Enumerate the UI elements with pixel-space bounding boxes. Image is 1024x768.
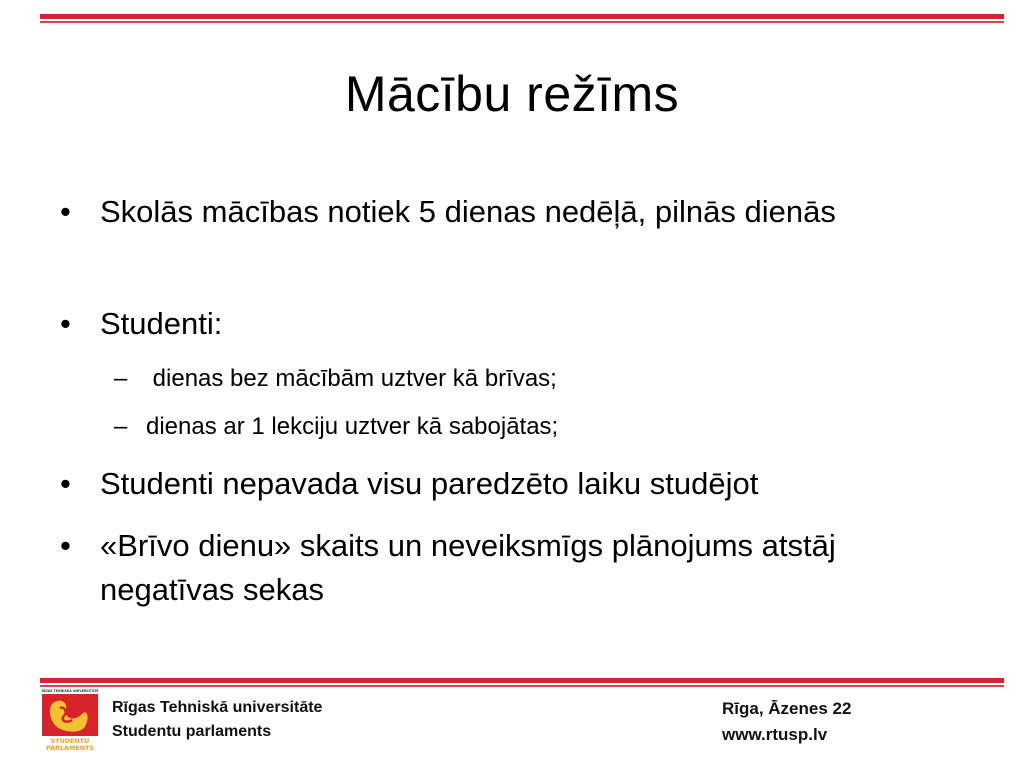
organization-name [112,696,372,744]
logo-top-text: RĪGAS TEHNISKĀ UNIVERSITĀTE [41,689,99,693]
bullet-marker: • [60,306,71,341]
bullet-marker: • [60,194,71,229]
top-divider [40,14,1004,23]
logo-bottom-text-2: PARLAMENTS [45,744,95,752]
bullet-text: Studenti: [100,306,223,341]
rtu-student-parliament-logo-icon [38,688,102,752]
bullet-marker: • [60,466,71,501]
sub-bullet-text: dienas ar 1 lekciju uztver kā sabojātas; [146,413,559,440]
address-text: Rīga, Āzenes 22 [722,699,852,718]
bullet-text: Skolās mācības notiek 5 dienas nedēļā, pilnās dienās [100,194,836,229]
bullet-item [60,462,940,506]
bullet-marker: • [60,528,71,563]
sub-bullet-item [114,364,934,394]
footer-contact [722,696,972,748]
sub-bullet-marker: – [114,365,128,392]
bullet-item [60,524,940,612]
bottom-divider [40,678,1004,687]
sub-bullet-text: dienas bez mācībām uztver kā brīvas; [146,365,557,392]
parliament-name: Studentu parlaments [112,723,272,740]
bullet-item [60,302,940,346]
university-name: Rīgas Tehniskā universitāte [112,699,323,716]
website-link[interactable]: www.rtusp.lv [722,725,828,744]
bullet-text: Studenti nepavada visu paredzēto laiku studējot [100,466,759,501]
slide-title: Mācību režīms [344,66,680,122]
bullet-item [60,190,940,234]
sub-bullet-marker: – [114,413,128,440]
logo-bottom-text-1: STUDENTU [50,737,90,745]
sub-bullet-item [114,412,934,442]
bullet-text: «Brīvo dienu» skaits un neveiksmīgs plānojums atstāj negatīvas sekas [100,528,836,607]
